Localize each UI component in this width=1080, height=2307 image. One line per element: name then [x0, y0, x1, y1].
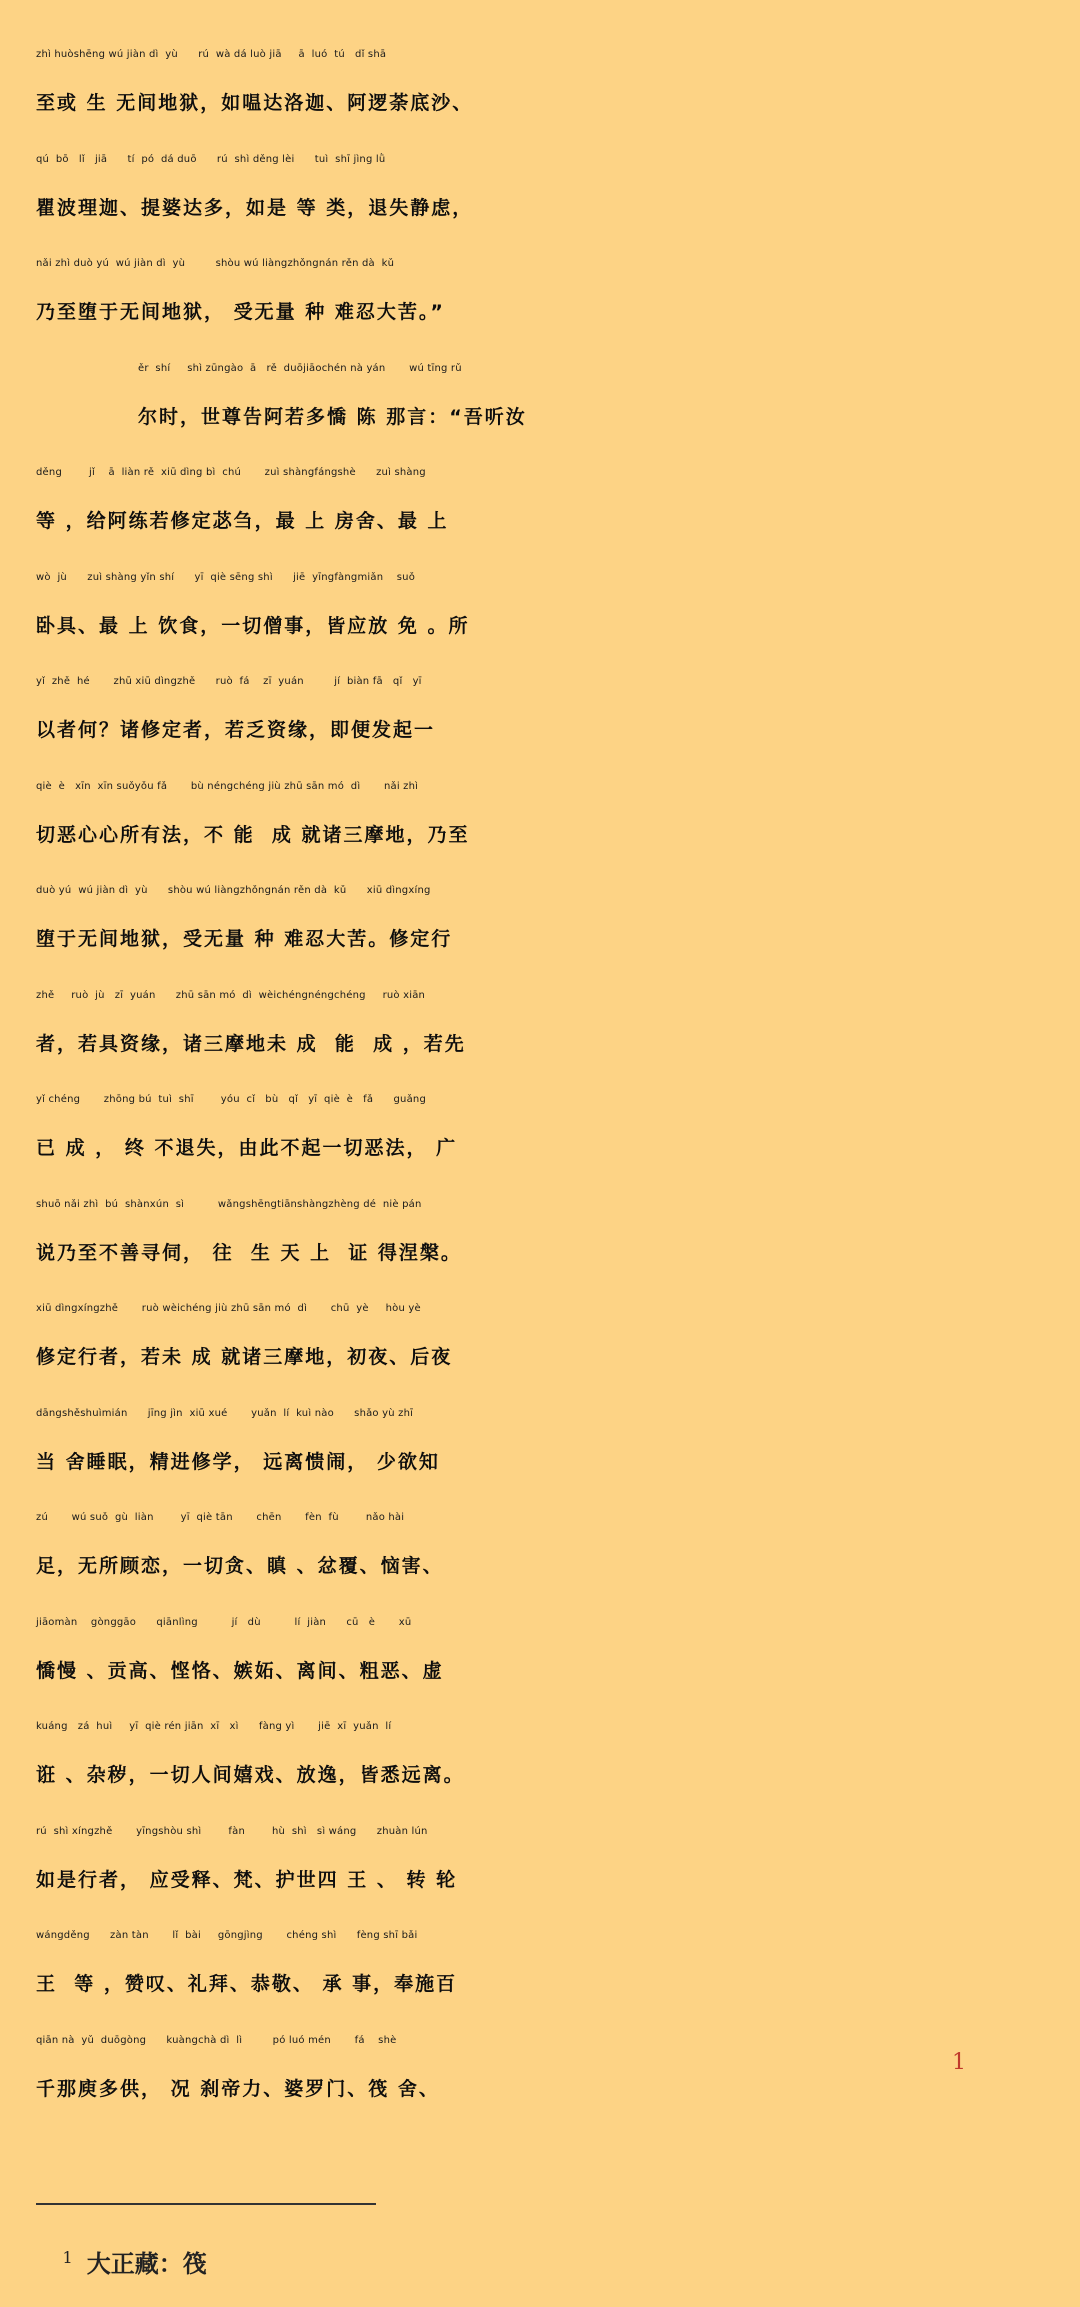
hanzi-line: 堕于无间地狱，受无量 种 难忍大苦。修定行	[36, 928, 453, 950]
hanzi-line: 千那庾多供， 况 刹帝力、婆罗门、筏 舍、	[36, 2077, 440, 2100]
hanzi-line: 卧具、最 上 饮食，一切僧事，皆应放 免 。所	[36, 614, 470, 637]
text-line	[36, 1501, 1046, 1606]
footnote-marker[interactable]: 1	[952, 2050, 966, 2075]
text-line	[36, 770, 1046, 875]
pinyin-line: duò yú wú jiàn dì yù shòu wú liàngzhǒngnán rěn dà kǔ xiū dìngxíng	[36, 885, 431, 896]
pinyin-line: zú wú suǒ gù liàn yī qiè tān chēn fèn fù nǎo hài	[36, 1512, 405, 1523]
hanzi-line: 至或 生 无间地狱，如嗢达洛迦、阿逻荼底沙、	[36, 92, 474, 114]
pinyin-line: shuō nǎi zhì bú shànxún sì wǎngshēngtiānshàngzhèng dé niè pán	[36, 1198, 422, 1210]
text-line	[36, 1815, 1046, 1920]
text-line	[36, 1606, 1046, 1711]
text-block	[36, 38, 1046, 2128]
hanzi-line: 憍慢 、贡高、悭恪、嫉妬、离间、粗恶、虚	[36, 1659, 444, 1682]
pinyin-line: jiāomàn gònggāo qiānlìng jí dù lí jiàn cū è xū	[36, 1616, 412, 1628]
text-line	[36, 1919, 1046, 2024]
pinyin-line: wò jù zuì shàng yǐn shí yī qiè sēng shì jiē yīngfàngmiǎn suǒ	[36, 571, 416, 583]
pinyin-line: xiū dìngxíngzhě ruò wèichéng jiù zhū sān mó dì chū yè hòu yè	[36, 1303, 421, 1314]
text-line	[36, 247, 1046, 352]
hanzi-line: 切恶心心所有法，不 能 成 就诸三摩地，乃至	[36, 823, 470, 846]
text-line	[36, 874, 1046, 979]
hanzi-line: 足，无所顾恋，一切贪、瞋 、忿覆、恼害、	[36, 1555, 444, 1577]
hanzi-line: 尔时，世尊告阿若多憍 陈 那言：“吾听汝	[138, 405, 527, 428]
hanzi-line: 王 等 ，赞叹、礼拜、恭敬、 承 事，奉施百	[36, 1973, 458, 1995]
text-line	[36, 38, 1046, 143]
hanzi-line: 如是行者， 应受释、梵、护世四 王 、 转 轮	[36, 1868, 458, 1891]
text-line	[36, 352, 1046, 457]
pinyin-line: nǎi zhì duò yú wú jiàn dì yù shòu wú liàngzhǒngnán rěn dà kǔ	[36, 258, 395, 269]
text-line	[36, 1397, 1046, 1502]
pinyin-line: qú bō lǐ jiā tí pó dá duō rú shì děng lèi tuì shī jìng lǜ	[36, 153, 386, 165]
pinyin-line: ěr shí shì zūngào ā rě duōjiāochén nà yán wú tīng rǔ	[138, 362, 462, 374]
pinyin-line: rú shì xíngzhě yīngshòu shì fàn hù shì sì wáng zhuàn lún	[36, 1825, 428, 1837]
pinyin-line: děng jǐ ā liàn rě xiū dìng bì chú zuì shàngfángshè zuì shàng	[36, 467, 426, 478]
hanzi-line: 以者何？诸修定者，若乏资缘，即便发起一	[36, 719, 436, 741]
pinyin-line: qiè è xīn xīn suǒyǒu fǎ bù néngchéng jiù zhū sān mó dì nǎi zhì	[36, 780, 419, 792]
text-line	[36, 1083, 1046, 1188]
hanzi-line: 诳 、杂秽，一切人间嬉戏、放逸，皆悉远离。	[36, 1764, 465, 1786]
pinyin-line: wángděng zàn tàn lǐ bài gōngjìng chéng shì fèng shī bǎi	[36, 1930, 418, 1941]
text-line	[36, 143, 1046, 248]
pinyin-line: zhì huòshēng wú jiàn dì yù rú wà dá luò jiā ā luó tú dǐ shā	[36, 49, 387, 60]
pinyin-line: yǐ zhě hé zhū xiū dìngzhě ruò fá zī yuán jí biàn fā qǐ yī	[36, 676, 422, 687]
text-line	[36, 1188, 1046, 1293]
text-line	[36, 979, 1046, 1084]
hanzi-line: 修定行者，若未 成 就诸三摩地，初夜、后夜	[36, 1346, 453, 1368]
hanzi-line: 已 成 ， 终 不退失，由此不起一切恶法， 广	[36, 1137, 458, 1159]
footnote-divider	[36, 2203, 376, 2205]
footnote-text: 大正藏：筏	[86, 2249, 207, 2278]
hanzi-line: 者，若具资缘，诸三摩地未 成 能 成 ，若先	[36, 1032, 466, 1055]
footnote-number: 1	[62, 2248, 73, 2267]
pinyin-line: qiān nà yǔ duōgòng kuàngchà dì lì pó luó mén fá shè	[36, 2034, 397, 2046]
pinyin-line: kuáng zá huì yī qiè rén jiān xī xì fàng yì jiē xī yuǎn lí	[36, 1721, 392, 1732]
text-line	[36, 561, 1046, 666]
hanzi-line: 瞿波理迦、提婆达多，如是 等 类，退失静虑，	[36, 196, 474, 219]
text-line	[36, 1710, 1046, 1815]
footnote	[32, 2216, 207, 2307]
text-line	[36, 665, 1046, 770]
hanzi-line: 当 舍睡眠，精进修学， 远离愦闹， 少欲知	[36, 1450, 440, 1473]
text-line	[36, 1292, 1046, 1397]
hanzi-line: 说乃至不善寻伺， 往 生 天 上 证 得涅槃。	[36, 1241, 462, 1264]
hanzi-line: 等 ，给阿练若修定苾刍，最 上 房舍、最 上	[36, 510, 449, 532]
hanzi-line: 乃至堕于无间地狱， 受无量 种 难忍大苦。”	[36, 301, 445, 323]
text-line	[36, 456, 1046, 561]
pinyin-line: zhě ruò jù zī yuán zhū sān mó dì wèichéngnéngchéng ruò xiān	[36, 989, 426, 1001]
text-line	[36, 2024, 1046, 2129]
pinyin-line: yǐ chéng zhōng bú tuì shī yóu cǐ bù qǐ yī qiè è fǎ guǎng	[36, 1094, 426, 1105]
pinyin-line: dāngshěshuìmián jīng jìn xiū xué yuǎn lí kuì nào shǎo yù zhī	[36, 1407, 414, 1419]
